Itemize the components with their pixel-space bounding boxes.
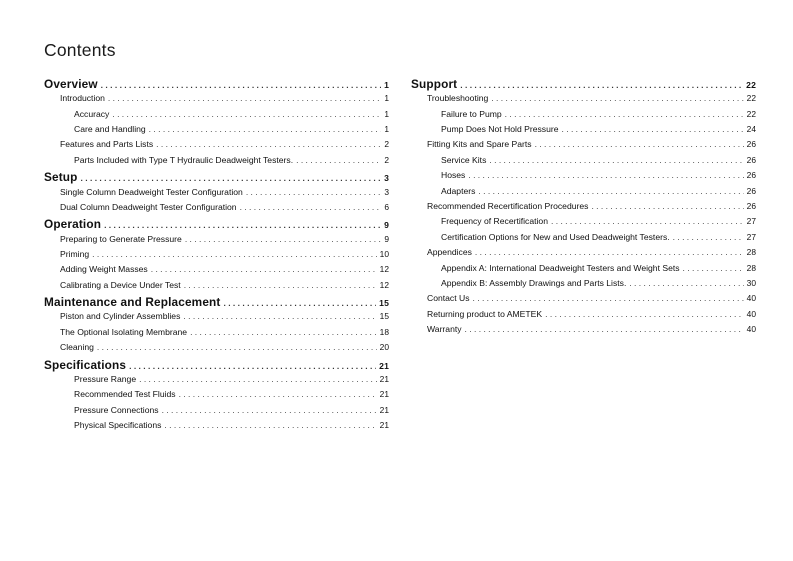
dot-leader <box>683 263 744 273</box>
toc-page-number: 10 <box>379 249 389 260</box>
dot-leader <box>545 309 744 319</box>
toc-entry-label: Parts Included with Type T Hydraulic Deadweight Testers. <box>74 154 294 165</box>
toc-entry-label: Piston and Cylinder Assemblies <box>60 311 181 322</box>
toc-entry-label: Features and Parts Lists <box>60 139 154 150</box>
toc-section-specifications[interactable] <box>44 358 389 374</box>
dot-leader <box>183 311 376 321</box>
dot-leader <box>240 202 382 212</box>
toc-page-number: 12 <box>379 279 389 290</box>
toc-entry-troubleshooting[interactable] <box>411 93 756 108</box>
toc-page-number: 15 <box>379 311 389 322</box>
toc-page-number: 22 <box>746 108 756 119</box>
toc-entry-pump-does-not-hold-pressure[interactable] <box>411 124 756 139</box>
toc-section-setup[interactable] <box>44 170 389 186</box>
toc-page-number: 21 <box>379 420 389 431</box>
page-title: Contents <box>44 40 116 60</box>
dot-leader <box>101 80 381 90</box>
toc-entry-cleaning[interactable] <box>44 342 389 357</box>
toc-entry-label: Dual Column Deadweight Tester Configuration <box>60 201 237 212</box>
toc-entry-label: Service Kits <box>441 154 487 165</box>
toc-entry-appendix-a-international-deadweight-testers-and-weight-sets[interactable] <box>411 263 756 278</box>
toc-page-number: 27 <box>746 216 756 227</box>
toc-section-operation[interactable] <box>44 217 389 233</box>
toc-page-number: 26 <box>746 154 756 165</box>
toc-section-support[interactable] <box>411 77 756 93</box>
dot-leader <box>551 216 744 226</box>
dot-leader <box>475 247 744 257</box>
toc-page-number: 12 <box>379 264 389 275</box>
toc-entry-appendices[interactable] <box>411 247 756 262</box>
toc-entry-label: Adding Weight Masses <box>60 264 148 275</box>
dot-leader <box>156 139 381 149</box>
toc-entry-label: Pressure Range <box>74 373 137 384</box>
toc-page-number: 22 <box>746 80 756 90</box>
toc-entry-pressure-connections[interactable] <box>44 405 389 420</box>
toc-entry-label: Appendix B: Assembly Drawings and Parts Lists. <box>441 277 627 288</box>
toc-page-number: 28 <box>746 262 756 273</box>
toc-entry-label: Hoses <box>441 170 466 181</box>
dot-leader <box>465 324 744 334</box>
dot-leader <box>92 249 377 259</box>
toc-entry-contact-us[interactable] <box>411 293 756 308</box>
toc-entry-failure-to-pump[interactable] <box>411 109 756 124</box>
toc-entry-label: Care and Handling <box>74 124 146 135</box>
toc-page-number: 21 <box>379 360 389 371</box>
dot-leader <box>489 155 743 165</box>
toc-entry-label: Pressure Connections <box>74 404 159 415</box>
toc-entry-frequency-of-recertification[interactable] <box>411 216 756 231</box>
toc-entry-label: Troubleshooting <box>427 93 489 104</box>
toc-entry-label: Recommended Recertification Procedures <box>427 201 589 212</box>
toc-entry-label: Warranty <box>427 324 462 335</box>
dot-leader <box>179 389 377 399</box>
dot-leader <box>629 278 743 288</box>
dot-leader <box>151 264 377 274</box>
toc-page-number: 2 <box>384 139 389 150</box>
toc-page-number: 6 <box>384 201 389 212</box>
toc-page-number: 28 <box>746 247 756 258</box>
toc-page-number: 27 <box>746 231 756 242</box>
toc-page-number: 1 <box>384 93 389 104</box>
toc-page-number: 15 <box>379 298 389 309</box>
toc-entry-label: Introduction <box>60 93 105 104</box>
toc-entry-label: Cleaning <box>60 342 94 353</box>
toc-entry-priming[interactable] <box>44 249 389 264</box>
toc-page-number: 30 <box>746 277 756 288</box>
dot-leader <box>185 234 382 244</box>
toc-entry-service-kits[interactable] <box>411 155 756 170</box>
toc-page-number: 1 <box>384 124 389 135</box>
toc-entry-dual-column-deadweight-tester-configuration[interactable] <box>44 202 389 217</box>
toc-entry-adding-weight-masses[interactable] <box>44 264 389 279</box>
toc-entry-label: Appendices <box>427 247 472 258</box>
toc-entry-label: The Optional Isolating Membrane <box>60 326 188 337</box>
dot-leader <box>97 342 377 352</box>
toc-page-number: 3 <box>384 186 389 197</box>
dot-leader <box>673 232 744 242</box>
dot-leader <box>562 124 744 134</box>
toc-entry-label: Appendix A: International Deadweight Testers and Weight Sets <box>441 262 680 273</box>
toc-entry-label: Setup <box>44 170 78 185</box>
dot-leader <box>460 80 743 90</box>
dot-leader <box>535 139 744 149</box>
dot-leader <box>184 280 377 290</box>
toc-page-number: 40 <box>746 293 756 304</box>
toc-page-number: 40 <box>746 324 756 335</box>
toc-page-number: 21 <box>379 404 389 415</box>
dot-leader <box>162 405 377 415</box>
toc-page-number: 40 <box>746 308 756 319</box>
toc-entry-label: Recommended Test Fluids <box>74 389 176 400</box>
toc-entry-calibrating-a-device-under-test[interactable] <box>44 280 389 295</box>
toc-entry-fitting-kits-and-spare-parts[interactable] <box>411 139 756 154</box>
toc-entry-label: Overview <box>44 77 98 91</box>
dot-leader <box>223 298 376 308</box>
toc-entry-returning-product-to-ametek[interactable] <box>411 309 756 324</box>
dot-leader <box>505 109 744 119</box>
toc-page-number: 9 <box>384 220 389 231</box>
toc-page-number: 20 <box>379 342 389 353</box>
toc-entry-introduction[interactable] <box>44 93 389 108</box>
toc-entry-label: Pump Does Not Hold Pressure <box>441 124 559 135</box>
toc-entry-adapters[interactable] <box>411 186 756 201</box>
toc-entry-label: Preparing to Generate Pressure <box>60 233 182 244</box>
toc-entry-care-and-handling[interactable] <box>44 124 389 139</box>
toc-entry-label: Operation <box>44 217 102 232</box>
toc-entry-features-and-parts-lists[interactable] <box>44 139 389 154</box>
toc-page-number: 9 <box>384 233 389 244</box>
toc-page-number: 3 <box>384 173 389 184</box>
toc-entry-label: Contact Us <box>427 293 470 304</box>
dot-leader <box>473 293 744 303</box>
toc-page-number: 1 <box>384 108 389 119</box>
toc-entry-label: Returning product to AMETEK <box>427 308 543 319</box>
toc-entry-label: Maintenance and Replacement <box>44 295 221 310</box>
dot-leader <box>112 109 381 119</box>
toc-page-number: 1 <box>384 80 389 90</box>
toc-section-maintenance-and-replacement[interactable] <box>44 295 389 311</box>
dot-leader <box>468 170 743 180</box>
toc-entry-label: Accuracy <box>74 108 110 119</box>
toc-entry-single-column-deadweight-tester-configuration[interactable] <box>44 187 389 202</box>
toc-page-number: 26 <box>746 201 756 212</box>
toc-entry-parts-included-with-type-t-hydraulic-deadweight-testers[interactable] <box>44 155 389 170</box>
dot-leader <box>478 186 743 196</box>
toc-entry-piston-and-cylinder-assemblies[interactable] <box>44 311 389 326</box>
toc-entry-label: Frequency of Recertification <box>441 216 548 227</box>
toc-page-number: 18 <box>379 326 389 337</box>
toc-page-number: 26 <box>746 170 756 181</box>
toc-entry-recommended-recertification-procedures[interactable] <box>411 201 756 216</box>
toc-page-number: 21 <box>379 373 389 384</box>
toc-entry-hoses[interactable] <box>411 170 756 185</box>
toc-page-number: 26 <box>746 139 756 150</box>
toc-entry-label: Physical Specifications <box>74 420 162 431</box>
toc-page-number: 2 <box>384 154 389 165</box>
dot-leader <box>139 374 377 384</box>
toc-entry-appendix-b-assembly-drawings-and-parts-lists[interactable] <box>411 278 756 293</box>
dot-leader <box>246 187 382 197</box>
dot-leader <box>108 93 381 103</box>
toc-entry-label: Single Column Deadweight Tester Configuration <box>60 186 243 197</box>
toc-entry-pressure-range[interactable] <box>44 374 389 389</box>
toc-page-number: 22 <box>746 93 756 104</box>
toc-page-number: 21 <box>379 389 389 400</box>
dot-leader <box>81 173 382 183</box>
dot-leader <box>164 420 376 430</box>
dot-leader <box>104 220 381 230</box>
toc-entry-label: Calibrating a Device Under Test <box>60 279 181 290</box>
toc-entry-label: Support <box>411 77 458 91</box>
toc-right-column <box>411 77 756 340</box>
toc-page-number: 26 <box>746 185 756 196</box>
toc-entry-label: Specifications <box>44 357 127 372</box>
toc-section-overview[interactable] <box>44 77 389 93</box>
toc-entry-label: Certification Options for New and Used Deadweight Testers. <box>441 231 670 242</box>
toc-entry-recommended-test-fluids[interactable] <box>44 389 389 404</box>
toc-left-column <box>44 77 389 436</box>
toc-entry-physical-specifications[interactable] <box>44 420 389 435</box>
dot-leader <box>190 327 377 337</box>
dot-leader <box>296 155 381 165</box>
dot-leader <box>491 93 743 103</box>
toc-entry-label: Adapters <box>441 185 476 196</box>
dot-leader <box>129 361 376 371</box>
toc-page-number: 24 <box>746 124 756 135</box>
toc-entry-preparing-to-generate-pressure[interactable] <box>44 234 389 249</box>
toc-entry-label: Priming <box>60 249 90 260</box>
toc-entry-certification-options-for-new-and-used-deadweight-testers[interactable] <box>411 232 756 247</box>
toc-entry-label: Fitting Kits and Spare Parts <box>427 139 532 150</box>
toc-entry-warranty[interactable] <box>411 324 756 339</box>
toc-entry-label: Failure to Pump <box>441 108 502 119</box>
dot-leader <box>149 124 382 134</box>
toc-entry-accuracy[interactable] <box>44 109 389 124</box>
dot-leader <box>591 201 743 211</box>
toc-entry-the-optional-isolating-membrane[interactable] <box>44 327 389 342</box>
